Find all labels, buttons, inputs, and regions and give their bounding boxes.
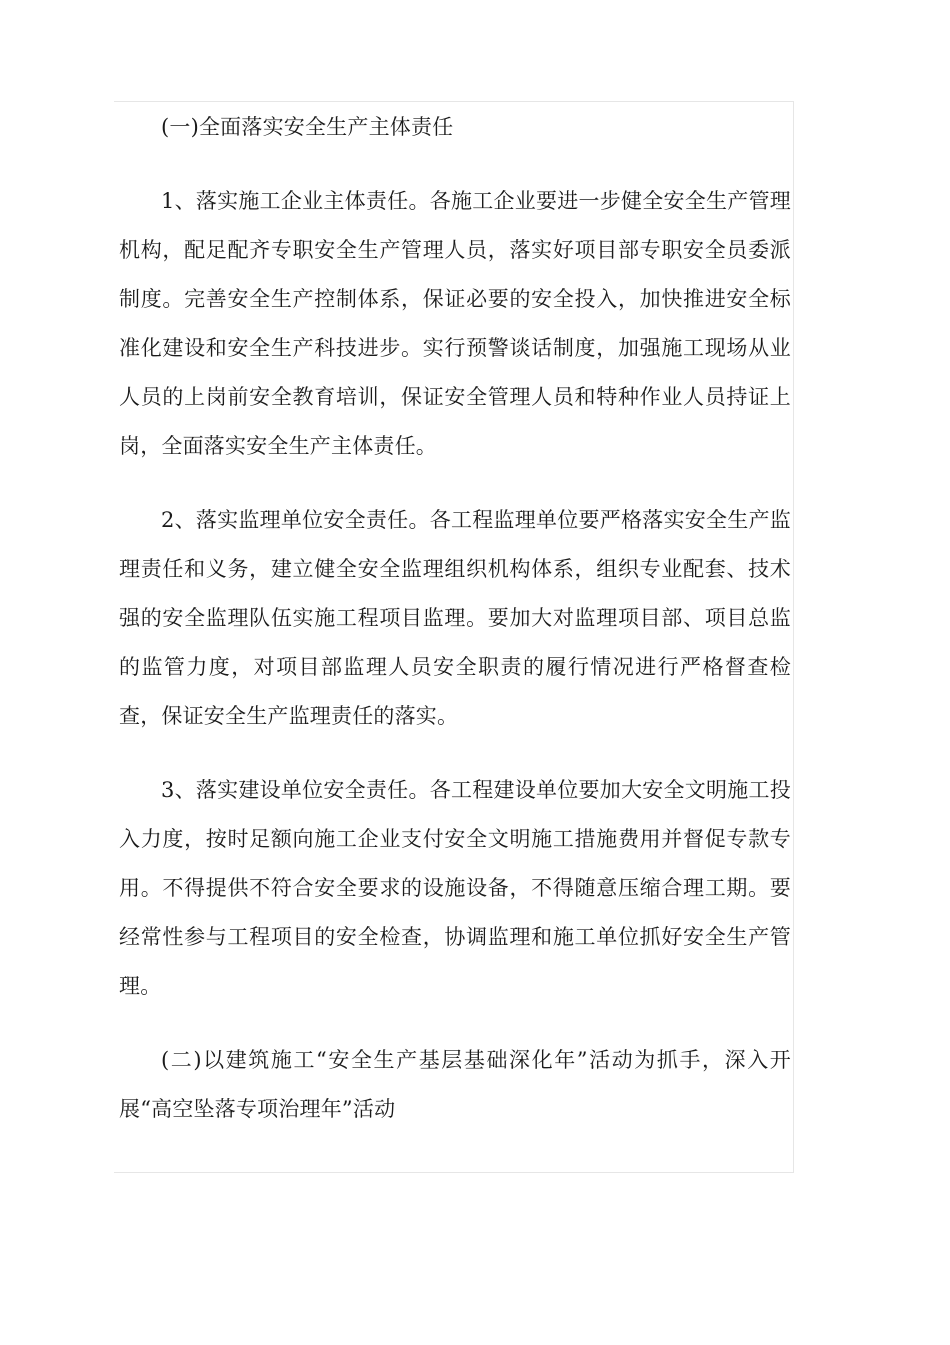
document-body bbox=[119, 103, 791, 1134]
paragraph-gap bbox=[119, 741, 791, 766]
paragraph-gap bbox=[119, 152, 791, 177]
paragraph-gap bbox=[119, 1011, 791, 1036]
paragraph-construction-unit: 3、落实建设单位安全责任。各工程建设单位要加大安全文明施工投入力度，按时足额向施工企业支付安全文明施工措施费用并督促专款专用。不得提供不符合安全要求的设施设备，不得随意压缩合理工期。要经常性参与工程项目的安全检查，协调监理和施工单位抓好安全生产管理。 bbox=[119, 778, 791, 998]
paragraph-gap bbox=[119, 471, 791, 496]
section-heading-1: (一)全面落实安全生产主体责任 bbox=[161, 115, 454, 139]
paragraph-supervision-unit: 2、落实监理单位安全责任。各工程监理单位要严格落实安全生产监理责任和义务，建立健全安全监理组织机构体系，组织专业配套、技术强的安全监理队伍实施工程项目监理。要加大对监理项目部、项目总监的监管力度，对项目部监理人员安全职责的履行情况进行严格督查检查，保证安全生产监理责任的落实。 bbox=[119, 508, 791, 728]
section-heading-2: (二)以建筑施工“安全生产基层基础深化年”活动为抓手，深入开展“高空坠落专项治理年”活动 bbox=[119, 1048, 791, 1121]
paragraph-construction-enterprise: 1、落实施工企业主体责任。各施工企业要进一步健全安全生产管理机构，配足配齐专职安全生产管理人员，落实好项目部专职安全员委派制度。完善安全生产控制体系，保证必要的安全投入，加快推进安全标准化建设和安全生产科技进步。实行预警谈话制度，加强施工现场从业人员的上岗前安全教育培训，保证安全管理人员和特种作业人员持证上岗，全面落实安全生产主体责任。 bbox=[119, 189, 791, 458]
